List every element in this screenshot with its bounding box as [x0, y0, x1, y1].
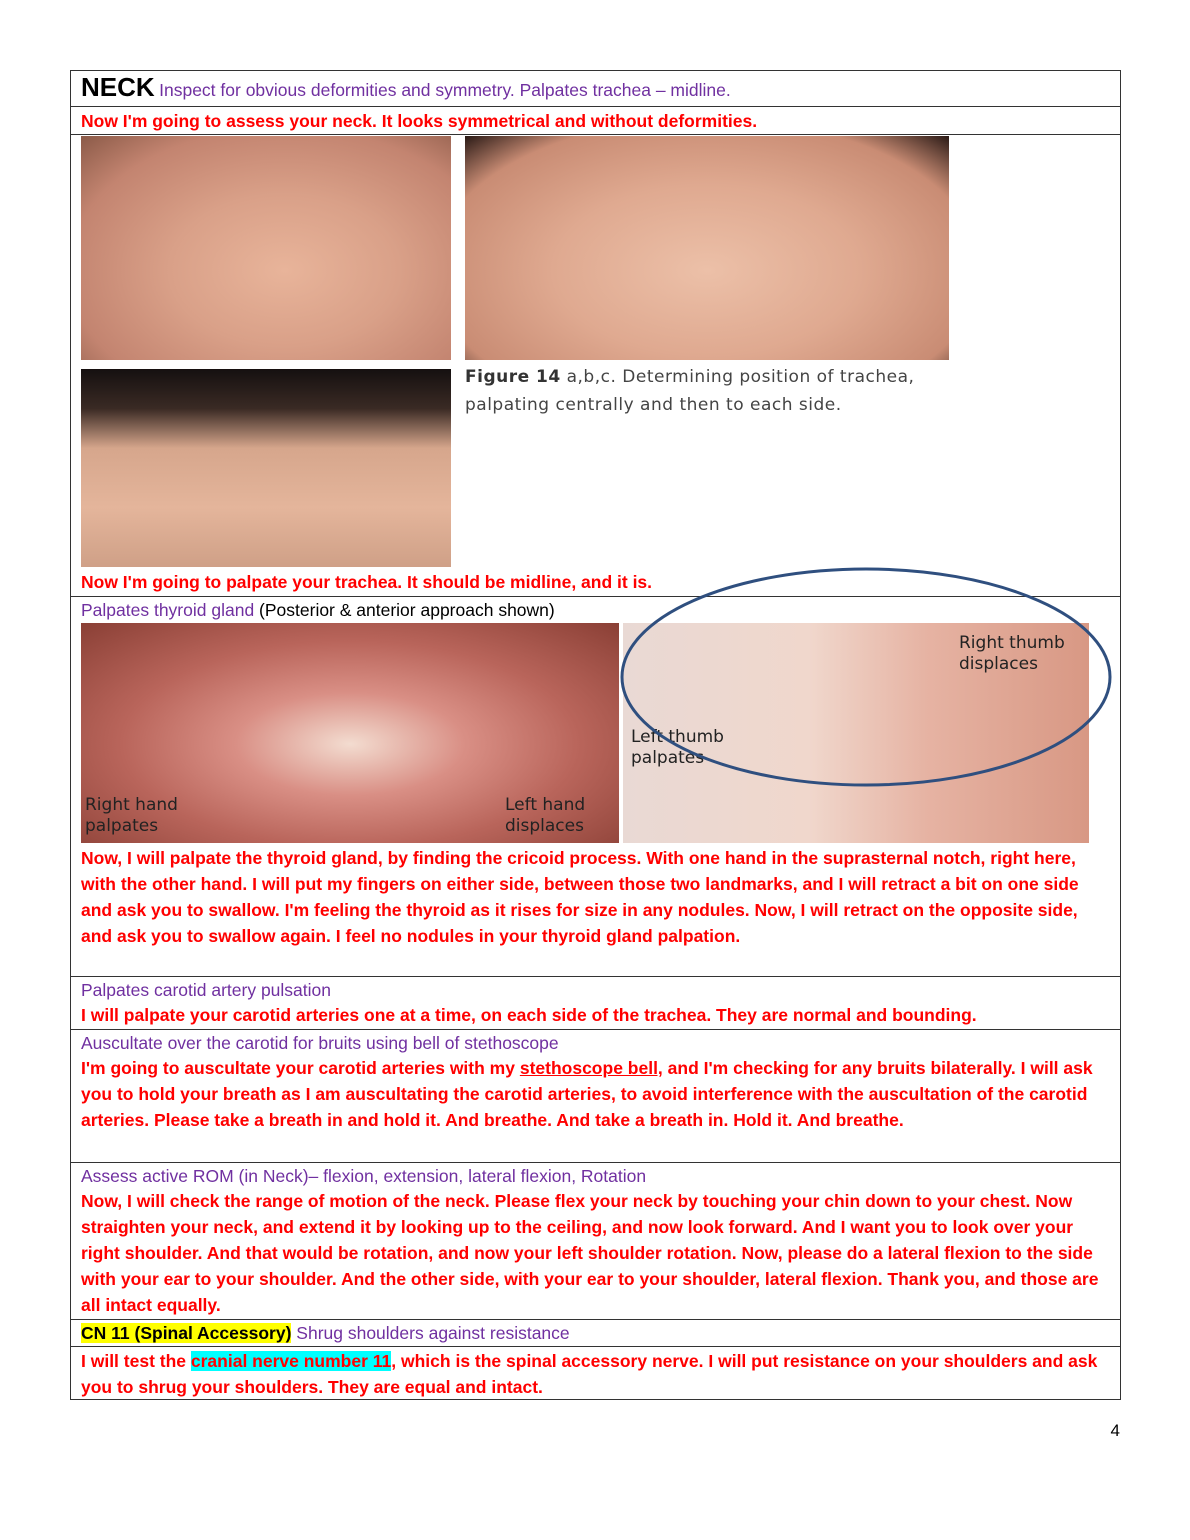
cn11-label-rest: Shrug shoulders against resistance	[291, 1323, 570, 1343]
cn11-script-b: , which is the spinal accessory nerve. I will put resistance on your shoulders and ask you to shrug your shoulders. They are equal and intact.	[81, 1351, 1098, 1397]
thyroid-label-text: Palpates thyroid gland	[81, 600, 255, 620]
stethoscope-bell-text: stethoscope bell,	[519, 1058, 663, 1078]
section-title: NECK	[81, 72, 155, 102]
carotid-label: Palpates carotid artery pulsation	[81, 980, 331, 1000]
thyroid-row	[70, 597, 1121, 977]
page-number: 4	[1110, 1421, 1120, 1440]
neck-subtitle: Inspect for obvious deformities and symmetry. Palpates trachea – midline.	[159, 80, 731, 100]
auscultate-row	[70, 1030, 1121, 1163]
thyroid-script: Now, I will palpate the thyroid gland, by finding the cricoid process. With one hand in the suprasternal notch, right here, with the other hand. I will put my fingers on either side, between those two landmarks, and I will retract a bit on one side and ask you to swallow. I'm feeling the thyroid as it rises for size in any nodules. Now, I will retract on the opposite side, and ask you to swallow again. I feel no nodules in your thyroid gland palpation.	[81, 848, 1079, 946]
neck-script-row	[70, 107, 1121, 135]
carotid-row	[70, 977, 1121, 1030]
figure-caption-text: a,b,c. Determining position of trachea, palpating centrally and then to each side.	[465, 367, 915, 415]
cn11-script-row	[70, 1347, 1121, 1400]
auscultate-script-a: I'm going to auscultate your carotid arteries with my	[81, 1058, 520, 1078]
figure14-row	[70, 135, 1121, 597]
neck-script: Now I'm going to assess your neck. It looks symmetrical and without deformities.	[81, 111, 758, 131]
figure-caption-label: Figure 14	[465, 367, 561, 387]
left-hand-label: Left hand displaces	[505, 795, 586, 836]
right-thumb-label: Right thumb displaces	[959, 633, 1065, 674]
right-hand-label: Right hand palpates	[85, 795, 178, 836]
trachea-photo-a	[81, 136, 451, 360]
auscultate-script	[81, 1055, 1110, 1133]
trachea-script: Now I'm going to palpate your trachea. It should be midline, and it is.	[81, 572, 653, 592]
carotid-script: I will palpate your carotid arteries one at a time, on each side of the trachea. They are normal and bounding.	[81, 1005, 977, 1025]
rom-script: Now, I will check the range of motion of the neck. Please flex your neck by touching your chin down to your chest. Now straighten your neck, and extend it by looking up to the ceiling, and now look forward. And I want you to look over your right shoulder. And that would be rotation, and now your left shoulder rotation. Now, please do a lateral flexion to the side with your ear to your shoulder. And the other side, with your ear to your shoulder, lateral flexion. Thank you, and those are all intact equally.	[81, 1191, 1099, 1315]
cn11-highlight: cranial nerve number 11	[190, 1351, 392, 1371]
thyroid-label-note: (Posterior & anterior approach shown)	[254, 600, 555, 620]
figure-caption	[465, 363, 955, 419]
auscultate-label: Auscultate over the carotid for bruits using bell of stethoscope	[81, 1033, 559, 1053]
document-page	[70, 70, 1121, 1400]
auscultate-script-b: and I'm checking for any bruits bilaterally. I will ask you to hold your breath as I am auscultating the carotid arteries, to avoid interference with the auscultation of the carotid arteries. Please take a breath in and hold it. And breathe. And take a breath in. Hold it. And breathe.	[81, 1058, 1093, 1130]
rom-label: Assess active ROM (in Neck)– flexion, extension, lateral flexion, Rotation	[81, 1166, 647, 1186]
rom-row	[70, 1163, 1121, 1320]
cn11-label: CN 11 (Spinal Accessory)	[81, 1323, 292, 1343]
neck-header-row	[70, 70, 1121, 107]
cn11-script-a: I will test the	[81, 1351, 191, 1371]
cn11-label-row	[70, 1320, 1121, 1347]
trachea-photo-c	[81, 369, 451, 567]
annotation-circle	[611, 563, 1111, 803]
left-thumb-label: Left thumb palpates	[631, 727, 724, 768]
trachea-photo-b	[465, 136, 949, 360]
thyroid-posterior-photo	[81, 623, 619, 843]
